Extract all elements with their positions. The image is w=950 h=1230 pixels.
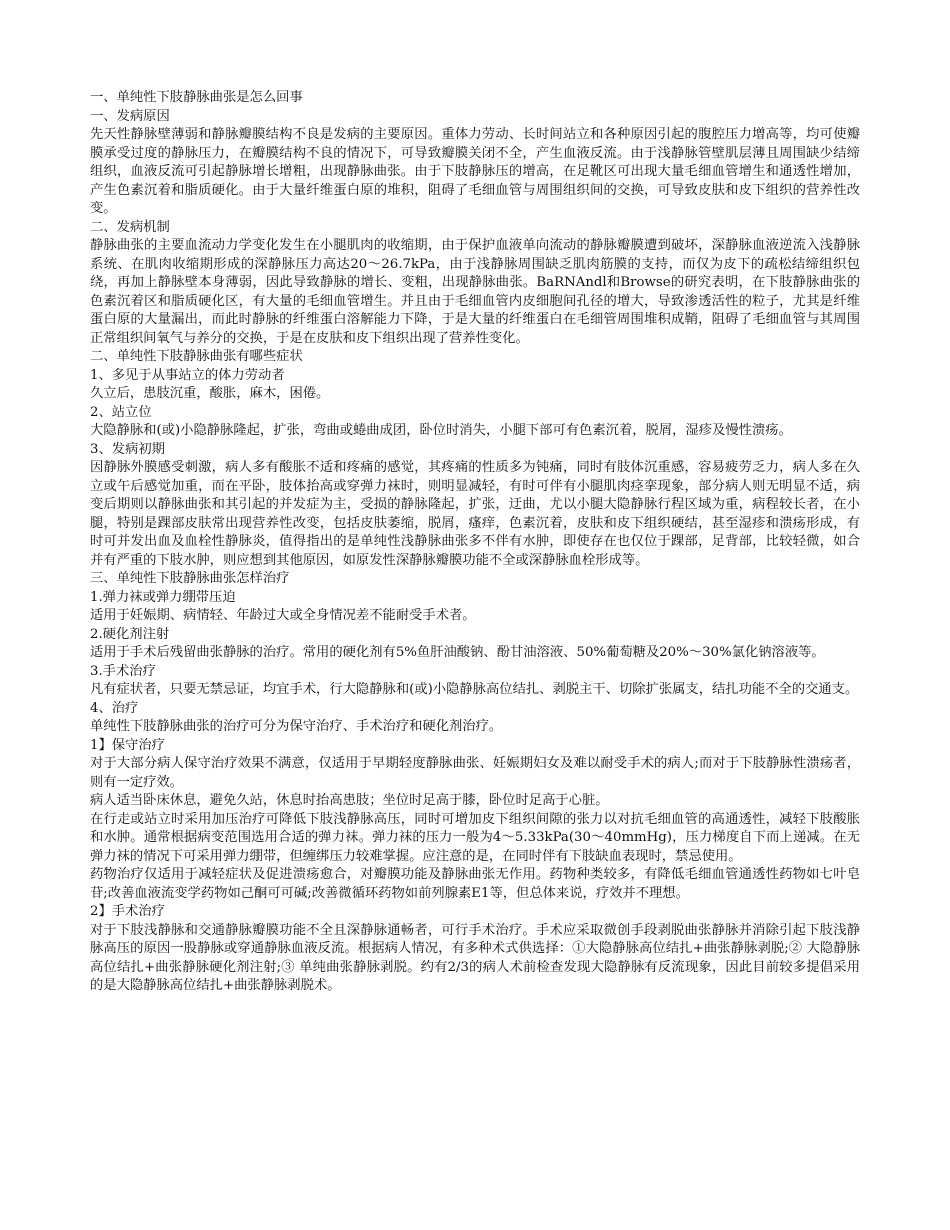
- subsection-heading: 3.手术治疗: [90, 663, 156, 679]
- body-paragraph: 因静脉外膜感受刺激，病人多有酸胀不适和疼痛的感觉，其疼痛的性质多为钝痛，同时有肢体沉重感，容易疲劳乏力，病人多在久立或午后感觉加重，而在平卧，肢体抬高或穿弹力袜时，则明显减轻，有时可伴有小腿肌肉痉挛现象，部分病人则无明显不适，病变后期则以静脉曲张和其引起的并发症为主，受损的静脉隆起，扩张，迂曲，尤以小腿大隐静脉行程区域为重，病程较长者，在小腿，特别是踝部皮肤常出现营养性改变，包括皮肤萎缩，脱屑，瘙痒，色素沉着，皮肤和皮下组织硬结，甚至湿疹和溃疡形成，有时可并发出血及血栓性静脉炎，值得指出的是单纯性浅静脉曲张多不伴有水肿，即使存在也仅位于踝部，足背部，比较轻微，如合并有严重的下肢水肿，则应想到其他原因，如原发性深静脉瓣膜功能不全或深静脉血栓形成等。: [90, 460, 860, 568]
- subsection-heading: 2、站立位: [90, 404, 152, 420]
- section-heading: 三、单纯性下肢静脉曲张怎样治疗: [90, 571, 290, 586]
- document-body: [90, 89, 860, 996]
- body-paragraph: 凡有症状者，只要无禁忌证，均宜手术，行大隐静脉和(或)小隐静脉高位结扎、剥脱主干、切除扩张属支，结扎功能不全的交通支。: [90, 682, 859, 697]
- subsection-heading: 1】保守治疗: [90, 737, 165, 753]
- subsection-heading: 3、发病初期: [90, 441, 165, 457]
- body-paragraph: 适用于手术后残留曲张静脉的治疗。常用的硬化剂有5%鱼肝油酸钠、酚甘油溶液、50%葡萄糖及20%～30%氯化钠溶液等。: [90, 645, 825, 660]
- body-paragraph: 先天性静脉壁薄弱和静脉瓣膜结构不良是发病的主要原因。重体力劳动、长时间站立和各种原因引起的腹腔压力增高等，均可使瓣膜承受过度的静脉压力，在瓣膜结构不良的情况下，可导致瓣膜关闭不全，产生血液反流。由于浅静脉管壁肌层薄且周围缺少结缔组织，血液反流可引起静脉增长增粗，出现静脉曲张。由于下肢静脉压的增高，在足靴区可出现大量毛细血管增生和通透性增加，产生色素沉着和脂质硬化。由于大量纤维蛋白原的堆积，阻碍了毛细血管与周围组织间的交换，可导致皮肤和皮下组织的营养性改变。: [90, 127, 860, 216]
- section-heading: 二、单纯性下肢静脉曲张有哪些症状: [90, 349, 303, 364]
- subsection-heading: 1.弹力袜或弹力绷带压迫: [90, 589, 236, 605]
- body-paragraph: 药物治疗仅适用于减轻症状及促进溃疡愈合，对瓣膜功能及静脉曲张无作用。药物种类较多，有降低毛细血管通透性药物如七叶皂苷;改善血液流变学药物如己酮可可碱;改善微循环药物如前列腺素E1等，但总体来说，疗效并不理想。: [90, 867, 860, 901]
- body-paragraph: 静脉曲张的主要血流动力学变化发生在小腿肌肉的收缩期，由于保护血液单向流动的静脉瓣膜遭到破坏，深静脉血液逆流入浅静脉系统、在肌肉收缩期形成的深静脉压力高达20～26.7kPa，由于浅静脉周围缺乏肌肉筋膜的支持，而仅为皮下的疏松结缔组织包绕，再加上静脉壁本身薄弱，因此导致静脉的增长、变粗，出现静脉曲张。BaRNAndl和Browse的研究表明，在下肢静脉曲张的色素沉着区和脂质硬化区，有大量的毛细血管增生。并且由于毛细血管内皮细胞间孔径的增大，导致渗透活性的粒子，尤其是纤维蛋白原的大量漏出，而此时静脉的纤维蛋白溶解能力下降，于是大量的纤维蛋白在毛细管周围堆积成鞘，阻碍了毛细血管与其周围正常组织间氧气与养分的交换，于是在皮肤和皮下组织出现了营养性变化。: [90, 238, 860, 346]
- body-paragraph: 大隐静脉和(或)小隐静脉隆起，扩张，弯曲或蜷曲成团，卧位时消失，小腿下部可有色素沉着，脱屑，湿疹及慢性溃疡。: [90, 423, 792, 438]
- body-paragraph: 在行走或站立时采用加压治疗可降低下肢浅静脉高压，同时可增加皮下组织间隙的张力以对抗毛细血管的高通透性，减轻下肢酸胀和水肿。通常根据病变范围选用合适的弹力袜。弹力袜的压力一般为4～5.33kPa(30～40mmHg)，压力梯度自下而上递减。在无弹力袜的情况下可采用弹力绷带，但缠绑压力较难掌握。应注意的是，在同时伴有下肢缺血表现时，禁忌使用。: [90, 811, 860, 864]
- subsection-heading: 4、治疗: [90, 700, 139, 716]
- body-paragraph: 对于下肢浅静脉和交通静脉瓣膜功能不全且深静脉通畅者，可行手术治疗。手术应采取微创手段剥脱曲张静脉并消除引起下肢浅静脉高压的原因一股静脉或穿通静脉血液反流。根据病人情况，有多种术式供选择：①大隐静脉高位结扎+曲张静脉剥脱;② 大隐静脉高位结扎+曲张静脉硬化剂注射;③ 单纯曲张静脉剥脱。约有2/3的病人术前检查发现大隐静脉有反流现象，因此目前较多提倡采用的是大隐静脉高位结扎+曲张静脉剥脱术。: [90, 922, 860, 993]
- subsection-heading: 2.硬化剂注射: [90, 626, 170, 642]
- subsection-heading: 1、多见于从事站立的体力劳动者: [90, 367, 285, 383]
- subsection-heading: 一、发病原因: [90, 108, 170, 124]
- body-paragraph: 适用于妊娠期、病情轻、年龄过大或全身情况差不能耐受手术者。: [90, 608, 476, 623]
- body-paragraph: 对于大部分病人保守治疗效果不满意，仅适用于早期轻度静脉曲张、妊娠期妇女及难以耐受手术的病人;而对于下肢静脉性溃疡者，则有一定疗效。: [90, 756, 860, 790]
- body-paragraph: 久立后，患肢沉重，酸胀，麻木，困倦。: [90, 386, 330, 401]
- body-paragraph: 病人适当卧床休息，避免久站，休息时抬高患肢；坐位时足高于膝，卧位时足高于心脏。: [90, 793, 609, 808]
- section-heading: 一、单纯性下肢静脉曲张是怎么回事: [90, 90, 303, 105]
- subsection-heading: 2】手术治疗: [90, 904, 165, 919]
- body-paragraph: 单纯性下肢静脉曲张的治疗可分为保守治疗、手术治疗和硬化剂治疗。: [90, 719, 503, 734]
- subsection-heading: 二、发病机制: [90, 219, 170, 235]
